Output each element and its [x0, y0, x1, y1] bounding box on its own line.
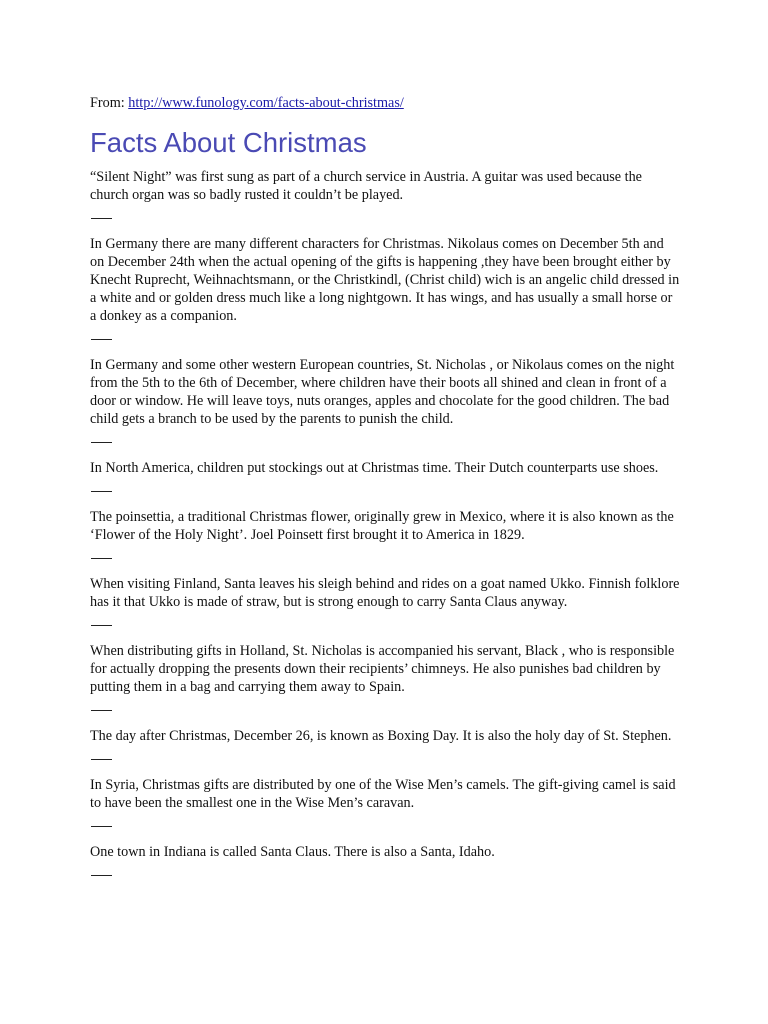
- fact-paragraph: In Germany there are many different characters for Christmas. Nikolaus comes on December 5th and on December 24th when the actual opening of the gifts is happening ,they have been brought either by Knecht Ruprecht, Weihnachtsmann, or the Christkindl, (Christ child) wich is an angelic child dressed in a white and or golden dress much like a long nightgown. It has wings, and has usually a small horse or a donkey as a companion.: [90, 236, 680, 324]
- separator-line: [91, 558, 112, 559]
- page-title: Facts About Christmas: [90, 127, 367, 158]
- separator-line: [91, 826, 112, 827]
- source-link[interactable]: http://www.funology.com/facts-about-christmas/: [128, 95, 404, 111]
- separator-line: [91, 875, 112, 876]
- separator-line: [91, 339, 112, 340]
- fact-paragraph: When distributing gifts in Holland, St. Nicholas is accompanied his servant, Black , who is responsible for actually dropping the presents down their recipients’ chimneys. He also punishes bad children by putting them in a bag and carrying them away to Spain.: [90, 643, 675, 695]
- document-page: [90, 94, 680, 892]
- source-label: From:: [90, 95, 125, 111]
- fact-paragraph: In Syria, Christmas gifts are distributed by one of the Wise Men’s camels. The gift-giving camel is said to have been the smallest one in the Wise Men’s caravan.: [90, 777, 676, 811]
- separator-line: [91, 218, 112, 219]
- separator-line: [91, 710, 112, 711]
- fact-paragraph: In Germany and some other western European countries, St. Nicholas , or Nikolaus comes on the night from the 5th to the 6th of December, where children have their boots all shined and clean in front of a door or window. He will leave toys, nuts oranges, apples and chocolate for the good children. The bad child gets a branch to be used by the parents to punish the child.: [90, 357, 675, 427]
- separator-line: [91, 625, 112, 626]
- fact-paragraph: The day after Christmas, December 26, is known as Boxing Day. It is also the holy day of St. Stephen.: [90, 728, 672, 744]
- separator-line: [91, 442, 112, 443]
- fact-paragraph: When visiting Finland, Santa leaves his sleigh behind and rides on a goat named Ukko. Finnish folklore has it that Ukko is made of straw, but is strong enough to carry Santa Claus anyway.: [90, 576, 680, 610]
- separator-line: [91, 491, 112, 492]
- fact-paragraph: “Silent Night” was first sung as part of a church service in Austria. A guitar was used because the church organ was so badly rusted it couldn’t be played.: [90, 169, 642, 203]
- fact-paragraph: The poinsettia, a traditional Christmas flower, originally grew in Mexico, where it is also known as the ‘Flower of the Holy Night’. Joel Poinsett first brought it to America in 1829.: [90, 509, 674, 543]
- source-line: [90, 94, 680, 112]
- separator-line: [91, 759, 112, 760]
- fact-paragraph: In North America, children put stockings out at Christmas time. Their Dutch counterparts use shoes.: [90, 460, 659, 476]
- fact-paragraph: One town in Indiana is called Santa Claus. There is also a Santa, Idaho.: [90, 844, 495, 860]
